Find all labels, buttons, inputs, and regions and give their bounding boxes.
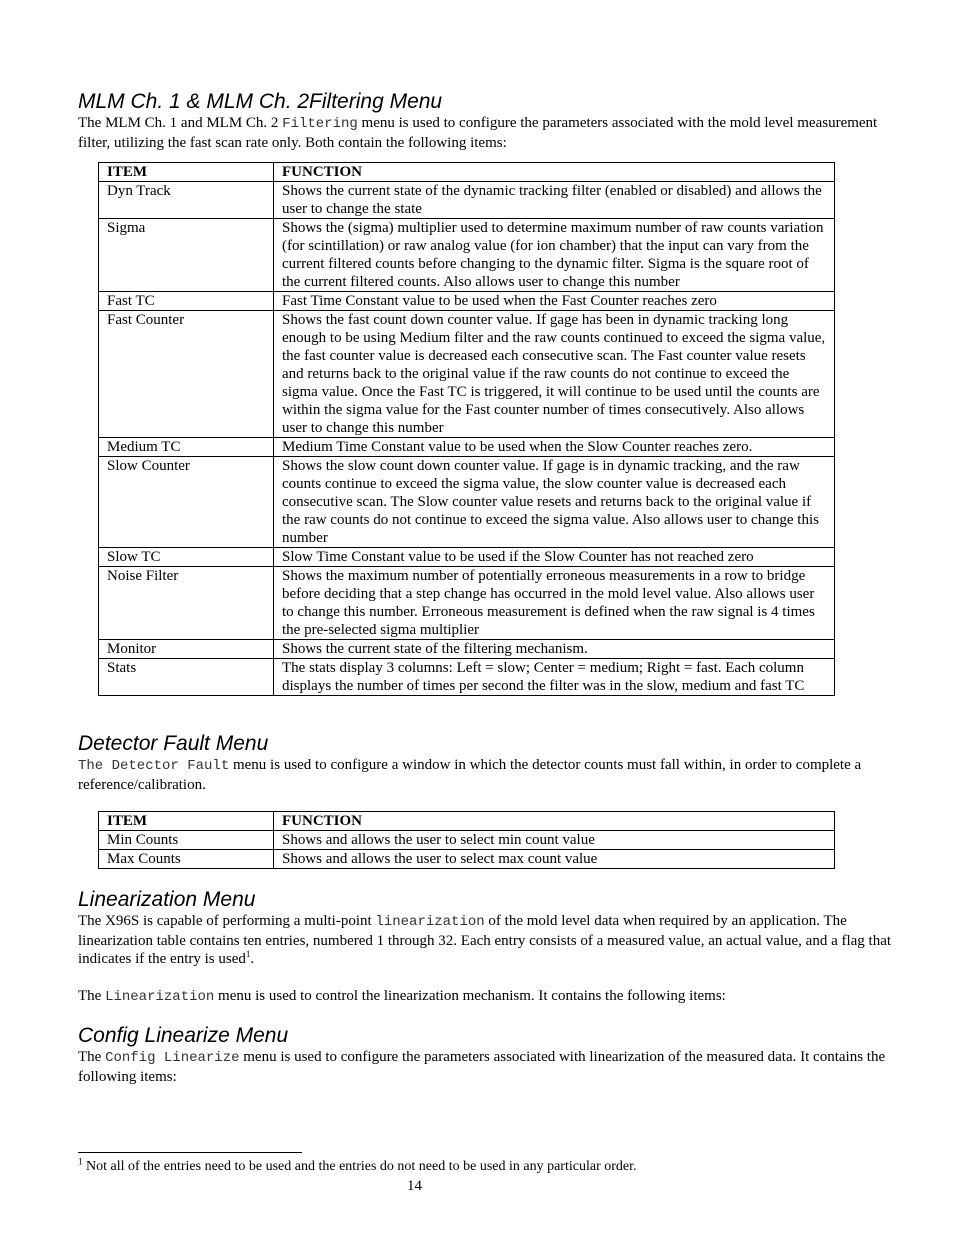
linearization-p1-post: of the mold level data when required by an application. The linearization table contains ten entries, numbered 1 through 32. Each entry consists of a measured value, an actual value, and a flag that indicates if the entry is used bbox=[78, 913, 892, 967]
table-row bbox=[99, 311, 835, 438]
detector-code: The Detector Fault bbox=[78, 758, 230, 774]
linearization-p2-post: menu is used to control the linearization mechanism. It contains the following items: bbox=[214, 987, 726, 1004]
item-cell: Slow TC bbox=[99, 548, 274, 567]
table-row bbox=[99, 548, 835, 567]
column-header-item: ITEM bbox=[99, 812, 274, 831]
function-cell: Shows and allows the user to select min count value bbox=[274, 831, 835, 850]
table-row bbox=[99, 292, 835, 311]
detector-fault-heading: Detector Fault Menu bbox=[78, 732, 269, 755]
table-row bbox=[99, 831, 835, 850]
item-cell: Min Counts bbox=[99, 831, 274, 850]
table-row bbox=[99, 659, 835, 696]
table-row bbox=[99, 182, 835, 219]
page-number: 14 bbox=[407, 1178, 422, 1194]
footnote-marker: 1 bbox=[78, 1156, 83, 1167]
filtering-intro-pre: The MLM Ch. 1 and MLM Ch. 2 bbox=[78, 115, 283, 131]
item-cell: Fast Counter bbox=[99, 311, 274, 438]
config-intro-post: menu is used to configure the parameters associated with linearization of the measured data. It contains the following items: bbox=[78, 1049, 886, 1085]
table-row bbox=[99, 567, 835, 640]
item-cell: Slow Counter bbox=[99, 457, 274, 548]
footnote-reference[interactable]: 1 bbox=[245, 949, 251, 959]
table-row bbox=[99, 850, 835, 869]
detector-intro bbox=[78, 756, 898, 794]
item-cell: Max Counts bbox=[99, 850, 274, 869]
linearization-menu-code: Linearization bbox=[105, 988, 215, 1005]
table-row bbox=[99, 438, 835, 457]
config-intro bbox=[78, 1048, 898, 1086]
item-cell: Medium TC bbox=[99, 438, 274, 457]
footnote-text: Not all of the entries need to be used and the entries do not need to be used in any particular order. bbox=[82, 1159, 637, 1174]
detector-table bbox=[98, 811, 835, 869]
table-header-row bbox=[99, 163, 835, 182]
table-row bbox=[99, 640, 835, 659]
function-cell: Medium Time Constant value to be used when the Slow Counter reaches zero. bbox=[274, 438, 835, 457]
detector-intro-post: menu is used to configure a window in which the detector counts must fall within, in order to complete a reference/calibration. bbox=[78, 757, 862, 793]
document-page bbox=[78, 90, 898, 1086]
item-cell: Noise Filter bbox=[99, 567, 274, 640]
config-linearize-heading: Config Linearize Menu bbox=[78, 1024, 289, 1047]
function-cell: Slow Time Constant value to be used if the Slow Counter has not reached zero bbox=[274, 548, 835, 567]
linearization-para-2 bbox=[78, 987, 898, 1007]
config-intro-pre: The bbox=[78, 1049, 106, 1065]
function-cell: Shows the (sigma) multiplier used to determine maximum number of raw counts variation (for scintillation) or raw analog value (for ion chamber) that the input can vary from the current filtered counts before changing to the dynamic filter. Sigma is the square root of the current filtered counts. Also allows user to change this number bbox=[274, 219, 835, 292]
linearization-heading: Linearization Menu bbox=[78, 888, 256, 911]
function-cell: The stats display 3 columns: Left = slow; Center = medium; Right = fast. Each column displays the number of times per second the filter was in the slow, medium and fast TC bbox=[274, 659, 835, 696]
column-header-function: FUNCTION bbox=[274, 812, 835, 831]
function-cell: Shows the slow count down counter value. If gage is in dynamic tracking, and the raw counts continue to exceed the sigma value, the slow counter value is decreased each consecutive scan. The Slow counter value resets and returns back to the original value if the raw counts do not continue to exceed the sigma value. Also allows user to change this number bbox=[274, 457, 835, 548]
filtering-intro bbox=[78, 114, 898, 152]
filtering-menu-heading: MLM Ch. 1 & MLM Ch. 2Filtering Menu bbox=[78, 90, 443, 113]
linearization-p1-end: . bbox=[250, 951, 255, 967]
linearization-p2-pre: The bbox=[78, 987, 106, 1004]
config-code: Config Linearize bbox=[105, 1050, 240, 1066]
item-cell: Monitor bbox=[99, 640, 274, 659]
function-cell: Shows the maximum number of potentially erroneous measurements in a row to bridge before deciding that a step change has occurred in the mold level value. Also allows user to change this number. Erroneous measurement is defined when the raw signal is 4 times the pre-selected sigma multiplier bbox=[274, 567, 835, 640]
linearization-p1-pre: The X96S is capable of performing a multi-point bbox=[78, 913, 376, 929]
table-row bbox=[99, 457, 835, 548]
function-cell: Shows the current state of the filtering mechanism. bbox=[274, 640, 835, 659]
filtering-intro-post: menu is used to configure the parameters associated with the mold level measurement filter, utilizing the fast scan rate only. Both contain the following items: bbox=[78, 115, 878, 151]
item-cell: Dyn Track bbox=[99, 182, 274, 219]
function-cell: Shows the fast count down counter value. If gage has been in dynamic tracking long enough to be using Medium filter and the raw counts continued to exceed the sigma value, the fast counter value is decreased each consecutive scan. The Fast counter value resets and returns back to the original value if the raw counts do not continue to exceed the sigma value. Once the Fast TC is triggered, it will continue to be used until the counts are within the sigma value for the Fast counter number of times consecutively. Also allows user to change this number bbox=[274, 311, 835, 438]
item-cell: Sigma bbox=[99, 219, 274, 292]
function-cell: Shows the current state of the dynamic tracking filter (enabled or disabled) and allows the user to change the state bbox=[274, 182, 835, 219]
column-header-item: ITEM bbox=[99, 163, 274, 182]
linearization-para-1 bbox=[78, 912, 898, 969]
table-row bbox=[99, 219, 835, 292]
table-header-row bbox=[99, 812, 835, 831]
filtering-table bbox=[98, 162, 835, 696]
item-cell: Stats bbox=[99, 659, 274, 696]
item-cell: Fast TC bbox=[99, 292, 274, 311]
function-cell: Shows and allows the user to select max count value bbox=[274, 850, 835, 869]
column-header-function: FUNCTION bbox=[274, 163, 835, 182]
footnote-divider bbox=[78, 1152, 302, 1153]
function-cell: Fast Time Constant value to be used when the Fast Counter reaches zero bbox=[274, 292, 835, 311]
linearization-code: linearization bbox=[375, 914, 485, 930]
filtering-code: Filtering bbox=[282, 116, 358, 132]
footnote bbox=[78, 1158, 637, 1176]
